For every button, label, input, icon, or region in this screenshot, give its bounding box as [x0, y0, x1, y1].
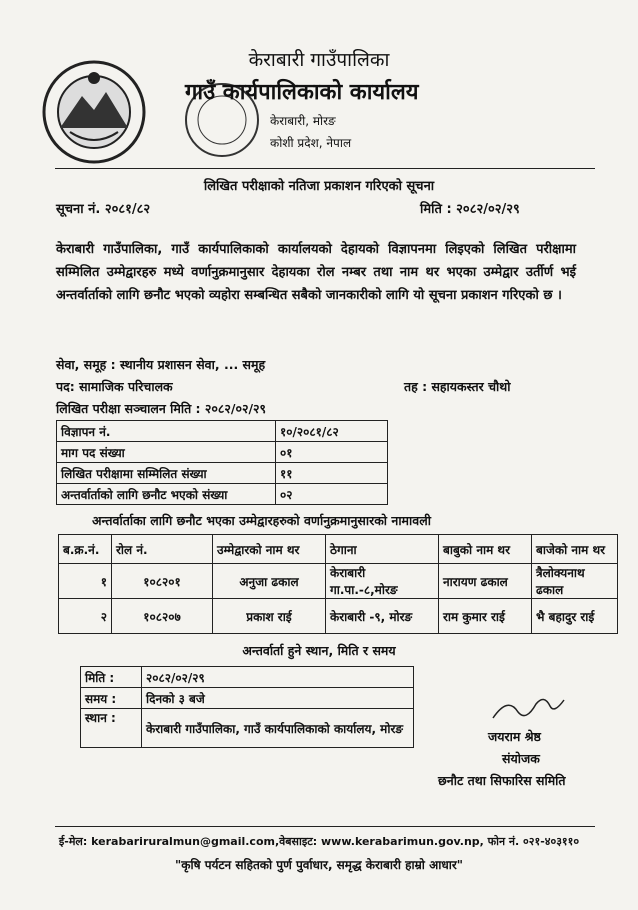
table-row — [81, 688, 414, 709]
cell-grandfather: त्रैलोक्यनाथ ढकाल — [532, 564, 618, 599]
interview-value: २०८२/०२/२९ — [142, 667, 414, 688]
interview-label: स्थान : — [81, 709, 142, 748]
col-roll-header: रोल नं. — [112, 535, 213, 564]
cell-name: प्रकाश राई — [213, 599, 326, 634]
header-divider — [55, 168, 595, 169]
interview-label: मिति : — [81, 667, 142, 688]
footer-slogan: "कृषि पर्यटन सहितको पुर्ण पुर्वाधार, समृद्ध केराबारी हाम्रो आधार" — [175, 858, 463, 872]
col-grandfather-header: बाजेको नाम थर — [532, 535, 618, 564]
notice-subject: लिखित परीक्षाको नतिजा प्रकाशन गरिएको सूचना — [203, 179, 435, 194]
cell-name: अनुजा ढकाल — [213, 564, 326, 599]
col-address-header: ठेगाना — [326, 535, 439, 564]
summary-label: लिखित परीक्षामा सम्मिलित संख्या — [57, 463, 276, 484]
col-name-header: उम्मेद्वारको नाम थर — [213, 535, 326, 564]
service-group: सेवा, समूह : स्थानीय प्रशासन सेवा, ... समूह — [56, 357, 266, 372]
table-row — [59, 564, 618, 599]
table-row — [81, 709, 414, 748]
cell-address: केराबारी गा.पा.-८,मोरङ — [326, 564, 439, 599]
interview-table — [80, 666, 414, 748]
cell-serial: १ — [59, 564, 112, 599]
cell-father: नारायण ढकाल — [439, 564, 532, 599]
candidate-table — [58, 534, 618, 634]
footer-divider — [55, 826, 595, 827]
interview-title: अन्तर्वार्ता हुने स्थान, मिति र समय — [242, 643, 396, 658]
post-name: पद: सामाजिक परिचालक — [56, 379, 173, 394]
municipality-name: केराबारी गाउँपालिका — [248, 49, 390, 71]
cell-roll: १०८२०१ — [112, 564, 213, 599]
table-row — [59, 599, 618, 634]
interview-value: दिनको ३ बजे — [142, 688, 414, 709]
footer-contact: ई-मेल: kerabariruralmun@gmail.com,वेबसाइट: www.kerabarimun.gov.np, फोन नं. ०२१-४०३११० — [58, 835, 580, 848]
cell-address: केराबारी -९, मोरङ — [326, 599, 439, 634]
address-line-1: केराबारी, मोरङ — [270, 114, 336, 128]
table-row — [57, 421, 388, 442]
cell-father: राम कुमार राई — [439, 599, 532, 634]
summary-value: १०/२०८१/८२ — [276, 421, 388, 442]
signatory-committee: छनौट तथा सिफारिस समिति — [438, 773, 566, 788]
col-serial-header: ब.क्र.नं. — [59, 535, 112, 564]
nepal-emblem-logo — [40, 58, 148, 166]
summary-value: ०१ — [276, 442, 388, 463]
summary-value: ११ — [276, 463, 388, 484]
notice-body: केराबारी गाउँपालिका, गाउँ कार्यपालिकाको कार्यालयको देहायको विज्ञापनमा लिइएको लिखित परीक्षामा सम्मिलित उम्मेद्वारहरु मध्ये वर्णानुक्रमानुसार देहायका रोल नम्बर तथा नाम थर भएका उम्मेद्वार उर्तीर्ण भई अन्तर्वार्ताको लागि छनौट भएको व्यहोरा सम्बन्धित सबैको जानकारीको लागि यो सूचना प्रकाशन गरिएको छ । — [56, 242, 576, 303]
notice-ref-number: सूचना नं. २०८१/८२ — [56, 202, 151, 217]
table-row — [57, 484, 388, 505]
signature — [488, 686, 568, 726]
address-line-2: कोशी प्रदेश, नेपाल — [270, 136, 352, 150]
table-row — [57, 442, 388, 463]
table-row — [57, 463, 388, 484]
summary-label: माग पद संख्या — [57, 442, 276, 463]
candidate-list-title: अन्तर्वार्ताका लागि छनौट भएका उम्मेद्वारहरुको वर्णानुक्रमानुसारको नामावली — [92, 513, 431, 528]
table-row — [81, 667, 414, 688]
interview-label: समय : — [81, 688, 142, 709]
summary-table — [56, 420, 388, 505]
table-header-row — [59, 535, 618, 564]
col-father-header: बाबुको नाम थर — [439, 535, 532, 564]
cell-roll: १०८२०७ — [112, 599, 213, 634]
cell-grandfather: भै बहादुर राई — [532, 599, 618, 634]
signatory-name: जयराम श्रेष्ठ — [488, 729, 541, 744]
summary-label: विज्ञापन नं. — [57, 421, 276, 442]
cell-serial: २ — [59, 599, 112, 634]
signatory-role: संयोजक — [502, 751, 540, 766]
summary-value: ०२ — [276, 484, 388, 505]
post-level: तह : सहायकस्तर चौथो — [404, 379, 511, 394]
office-name: गाउँ कार्यपालिकाको कार्यालय — [185, 80, 419, 105]
exam-date: लिखित परीक्षा सञ्चालन मिति : २०८२/०२/२९ — [56, 401, 267, 416]
notice-date: मिति : २०८२/०२/२९ — [420, 202, 520, 217]
summary-label: अन्तर्वार्ताको लागि छनौट भएको संख्या — [57, 484, 276, 505]
interview-value: केराबारी गाउँपालिका, गाउँ कार्यपालिकाको कार्यालय, मोरङ — [142, 709, 414, 748]
